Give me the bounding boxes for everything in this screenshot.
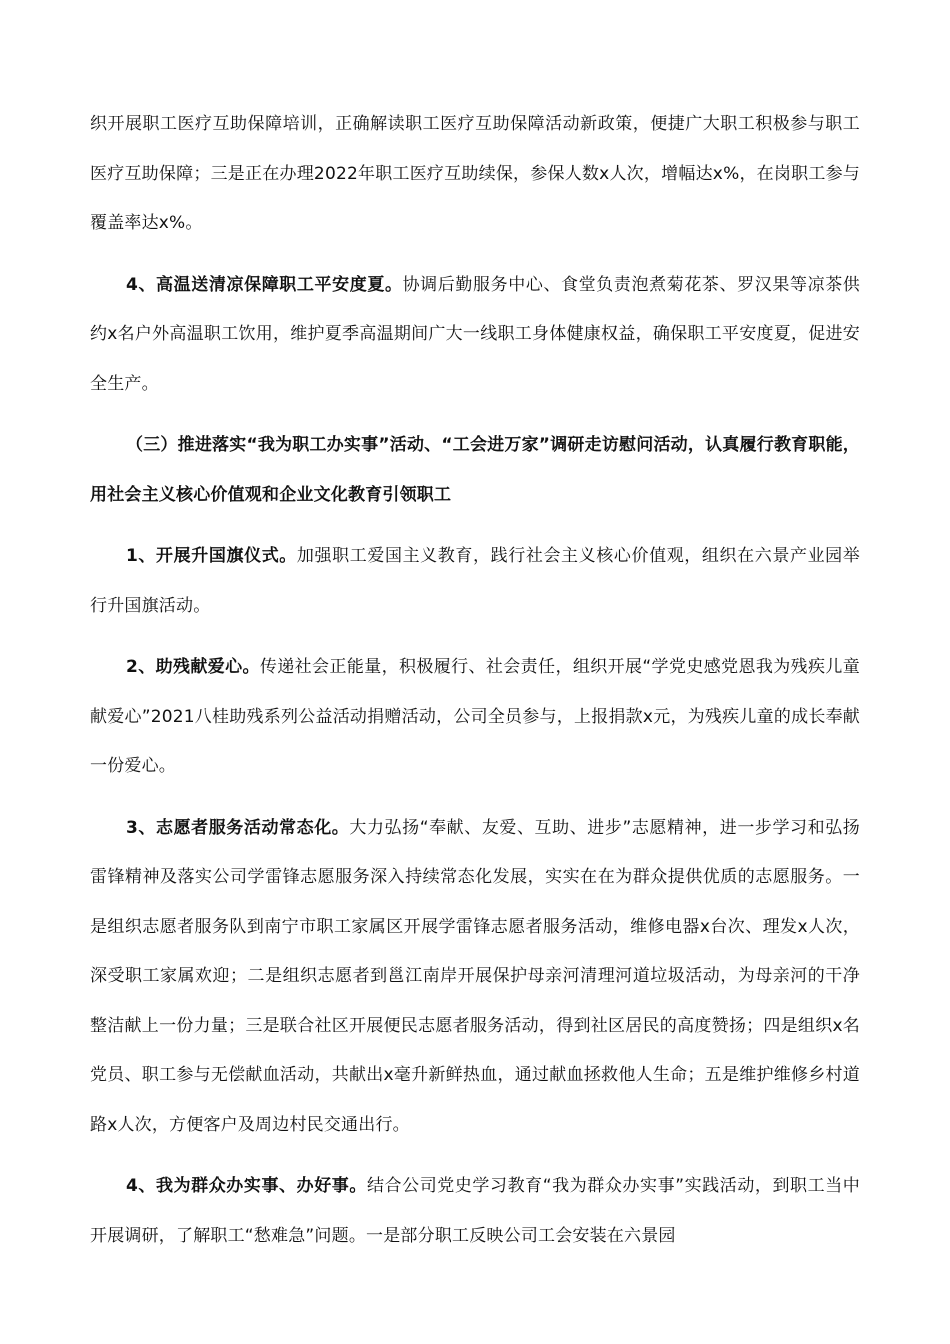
paragraph-text: 加强职工爱国主义教育，践行社会主义核心价值观，组织在六景产业园举行升国旗活动。 [90,546,860,616]
paragraph-flag-raising [90,532,860,631]
paragraph-disability-charity [90,643,860,792]
paragraph-heading: 4、我为群众办实事、办好事。 [126,1176,367,1196]
paragraph-text: 协调后勤服务中心、食堂负责泡煮菊花茶、罗汉果等凉茶供约x名户外高温职工饮用，维护夏季高温期间广大一线职工身体健康权益，确保职工平安度夏，促进安全生产。 [90,274,860,394]
paragraph-practical-matters [90,1162,860,1261]
paragraph-text: 传递社会正能量，积极履行、社会责任，组织开展“学党史感党恩我为残疾儿童献爱心”2021八桂助残系列公益活动捐赠活动，公司全员参与，上报捐款x元，为残疾儿童的成长奉献一份爱心。 [90,657,860,776]
paragraph-text: 结合公司党史学习教育“我为群众办实事”实践活动，到职工当中开展调研，了解职工“愁难急”问题。一是部分职工反映公司工会安装在六景园 [90,1176,860,1246]
paragraph-summer-cooling [90,261,860,410]
paragraph-text: 织开展职工医疗互助保障培训，正确解读职工医疗互助保障活动新政策，便捷广大职工积极参与职工医疗互助保障；三是正在办理2022年职工医疗互助续保，参保人数x人次，增幅达x%，在岗职工参与覆盖率达x%。 [90,114,860,233]
paragraph-heading: 2、助残献爱心。 [126,657,260,677]
document-page [90,100,860,1273]
section-heading-three [90,421,860,520]
section-heading-text: （三）推进落实“我为职工办实事”活动、“工会进万家”调研走访慰问活动，认真履行教育职能，用社会主义核心价值观和企业文化教育引领职工 [90,435,860,505]
paragraph-heading: 4、高温送清凉保障职工平安度夏。 [126,274,403,295]
paragraph-heading: 1、开展升国旗仪式。 [126,546,297,566]
paragraph-text: 大力弘扬“奉献、友爱、互助、进步”志愿精神，进一步学习和弘扬雷锋精神及落实公司学雷锋志愿服务深入持续常态化发展，实实在在为群众提供优质的志愿服务。一是组织志愿者服务队到南宁市职工家属区开展学雷锋志愿者服务活动，维修电器x台次、理发x人次，深受职工家属欢迎；二是组织志愿者到邕江南岸开展保护母亲河清理河道垃圾活动，为母亲河的干净整洁献上一份力量；三是联合社区开展便民志愿者服务活动，得到社区居民的高度赞扬；四是组织x名党员、职工参与无偿献血活动，共献出x毫升新鲜热血，通过献血拯救他人生命；五是维护维修乡村道路x人次，方便客户及周边村民交通出行。 [90,817,860,1135]
paragraph-heading: 3、志愿者服务活动常态化。 [126,817,350,838]
paragraph-medical-mutual-aid [90,100,860,249]
paragraph-volunteer-service [90,804,860,1151]
